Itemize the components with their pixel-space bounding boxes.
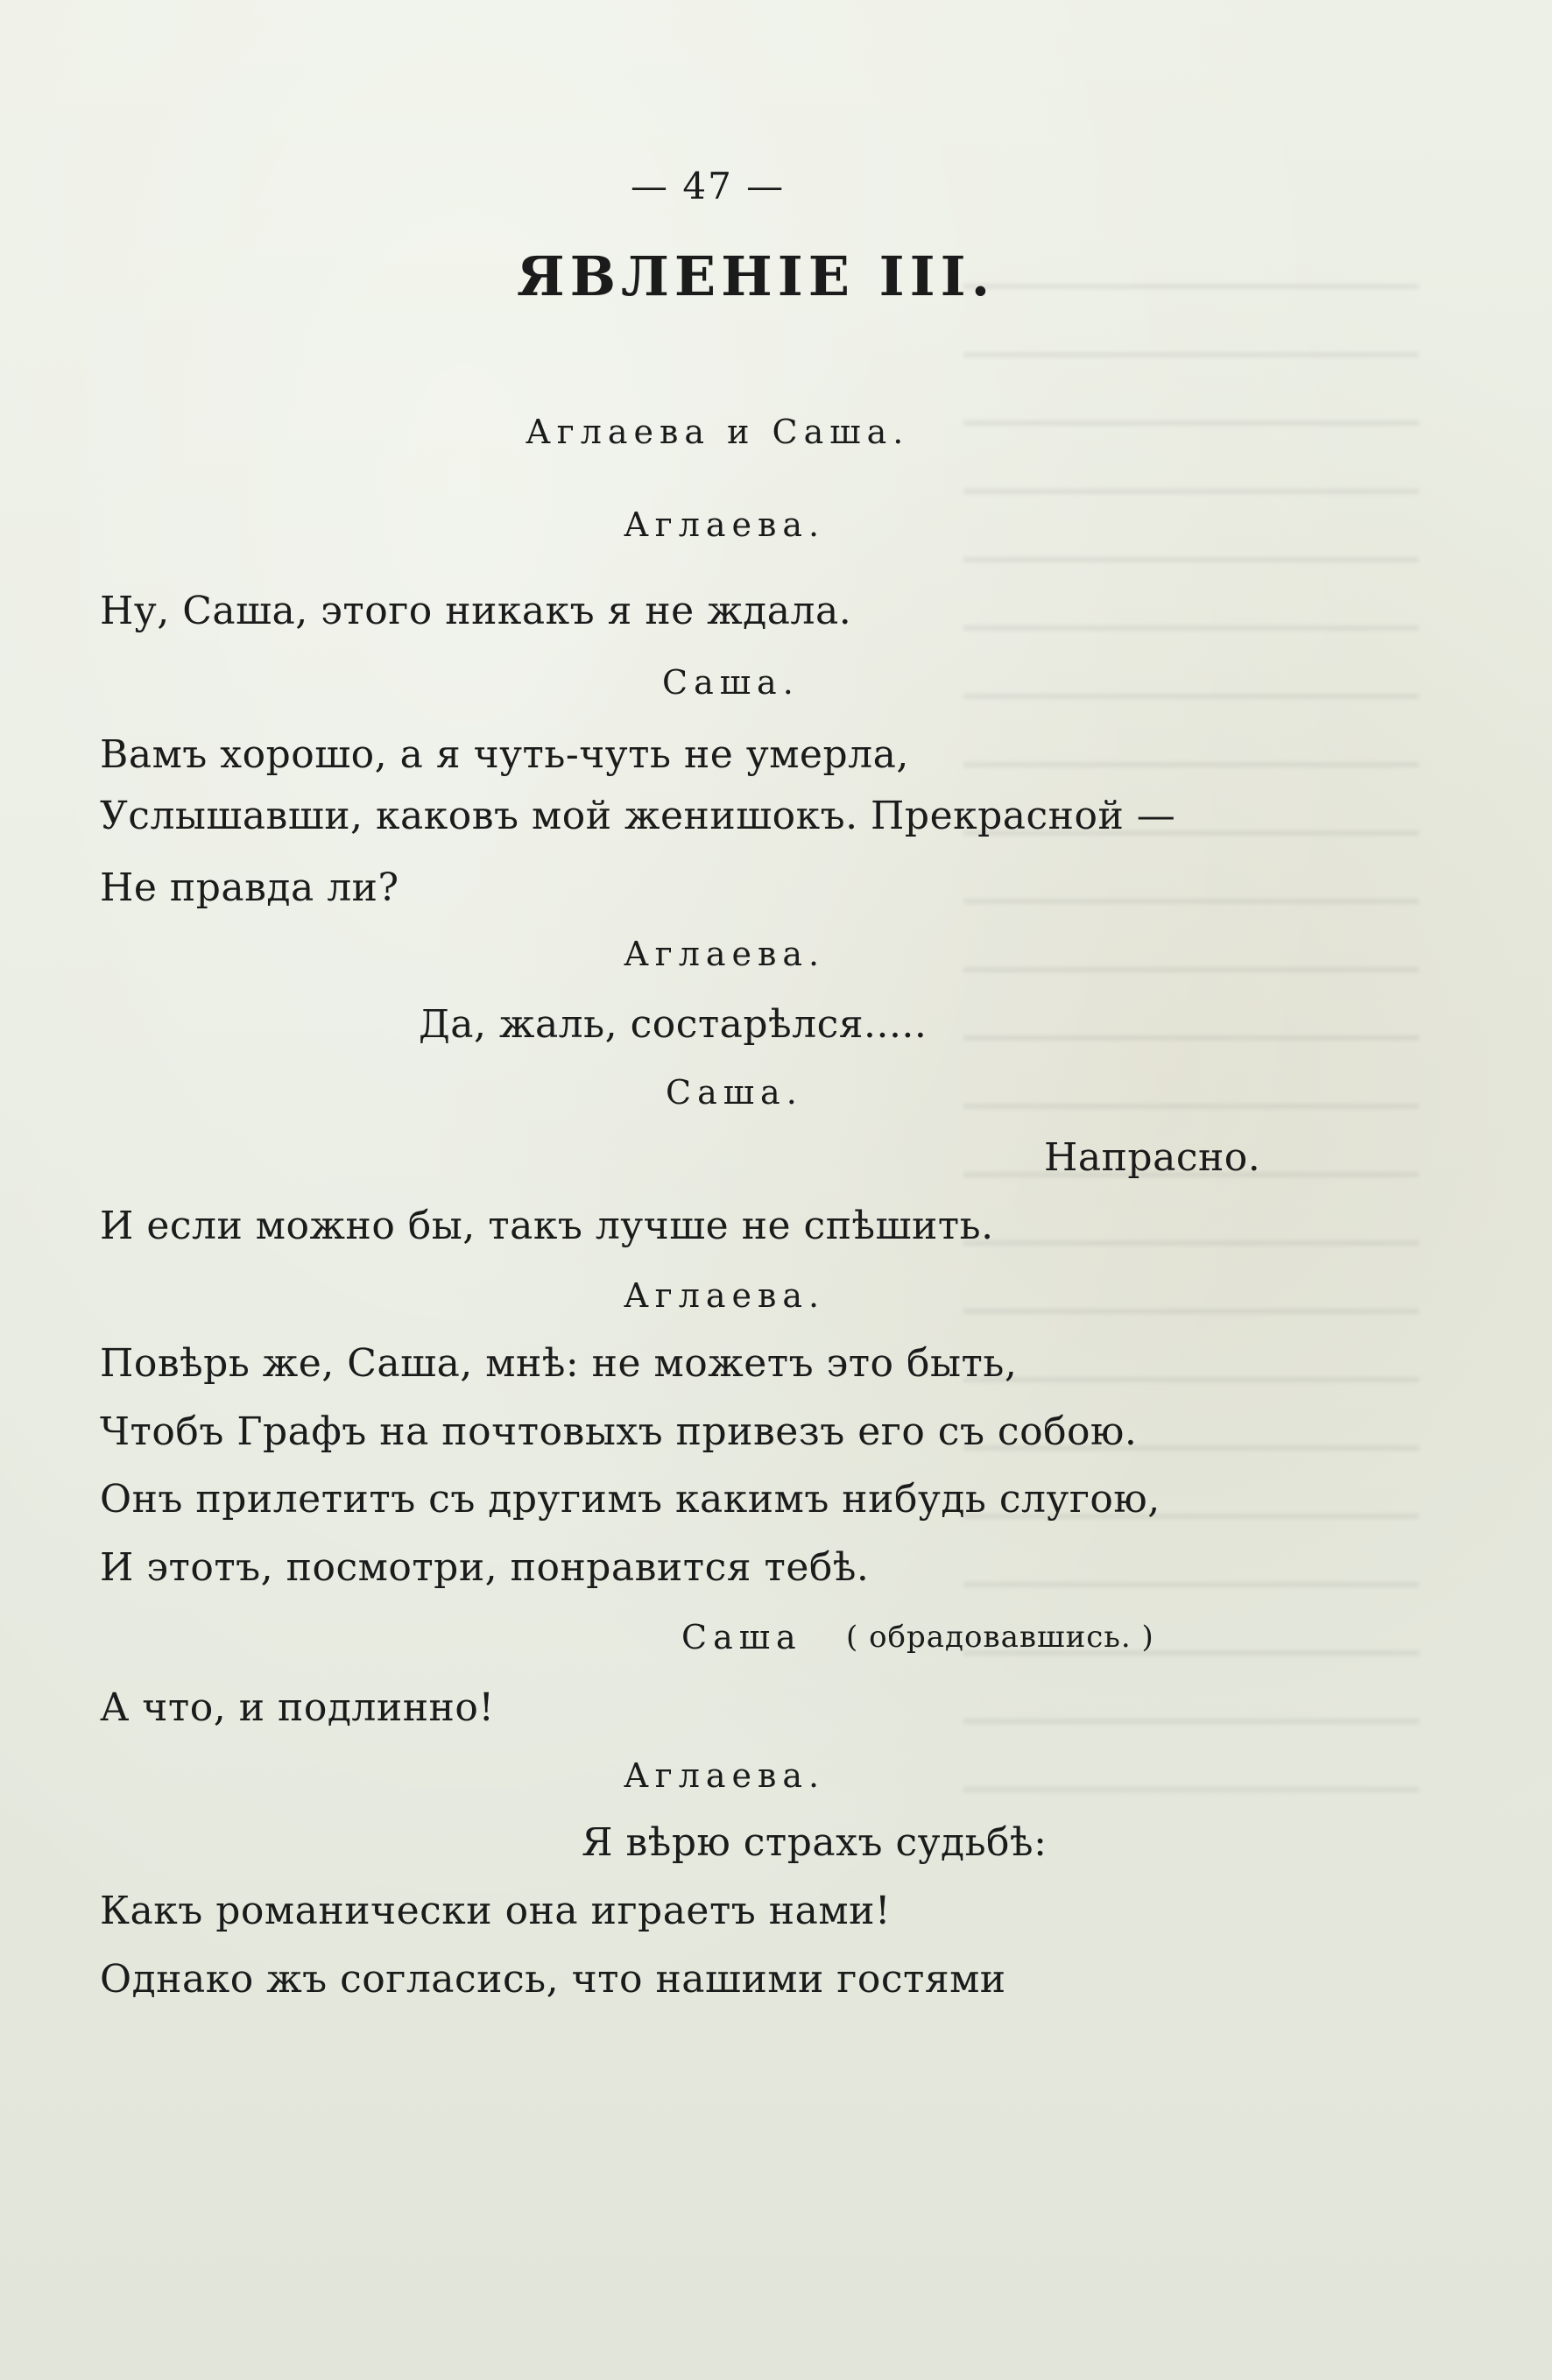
- verse-line: Однако жъ согласись, что нашими гостями: [100, 1957, 1006, 2002]
- stage-direction: ( обрадовавшись. ): [846, 1620, 1154, 1655]
- speaker-name: Саша: [681, 1618, 802, 1656]
- verse-line: Да, жаль, состарѣлся.....: [419, 1002, 928, 1047]
- verse-line: Не правда ли?: [100, 865, 399, 910]
- verse-line: Какъ романически она играетъ нами!: [100, 1889, 892, 1933]
- verse-line: И этотъ, посмотри, понравится тебѣ.: [100, 1545, 870, 1590]
- verse-line: Напрасно.: [1044, 1135, 1261, 1180]
- speaker-name: Аглаева.: [624, 505, 826, 544]
- speaker-name: Аглаева.: [624, 1276, 826, 1315]
- show-through-texture: [963, 228, 1419, 1804]
- verse-line: Повѣрь же, Саша, мнѣ: не можетъ это быть,: [100, 1341, 1018, 1386]
- verse-line: И если можно бы, такъ лучше не спѣшить.: [100, 1204, 994, 1248]
- speaker-name: Аглаева.: [624, 935, 826, 973]
- verse-line: Онъ прилетитъ съ другимъ какимъ нибудь слугою,: [100, 1477, 1160, 1522]
- verse-line: Услышавши, каковъ мой женишокъ. Прекрасной —: [100, 794, 1176, 838]
- speaker-name: Аглаева.: [624, 1756, 826, 1795]
- page-number: — 47 —: [631, 165, 786, 208]
- speaker-name: Саша.: [662, 663, 800, 702]
- verse-line: А что, и подлинно!: [100, 1685, 495, 1730]
- verse-line: Чтобъ Графъ на почтовыхъ привезъ его съ собою.: [100, 1409, 1138, 1454]
- verse-line: Вамъ хорошо, а я чуть-чуть не умерла,: [100, 732, 909, 777]
- verse-line: Ну, Саша, этого никакъ я не ждала.: [100, 589, 852, 633]
- verse-line: Я вѣрю страхъ судьбѣ:: [582, 1820, 1048, 1865]
- speaker-name: Саша.: [666, 1073, 803, 1112]
- cast-list: Аглаева и Саша.: [526, 413, 910, 451]
- scene-title: ЯВЛЕНІЕ III.: [517, 244, 996, 308]
